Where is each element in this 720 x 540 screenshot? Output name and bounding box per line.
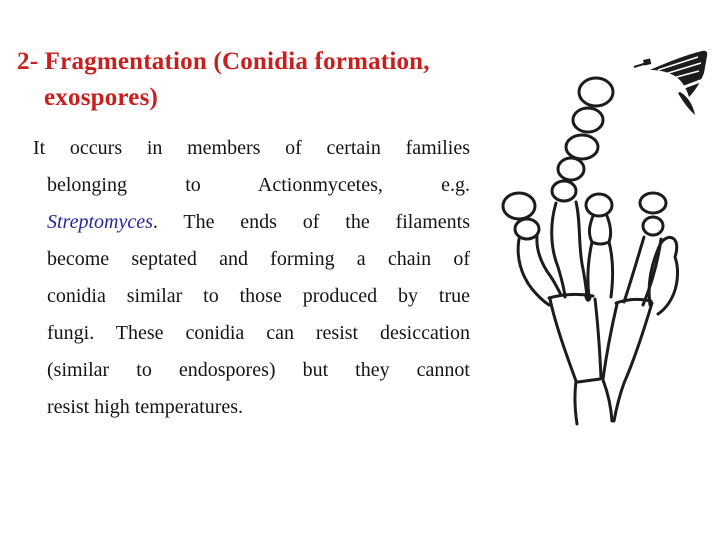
body-line-1: It occurs in members of certain families xyxy=(33,137,470,159)
body-line-3 xyxy=(47,204,470,241)
conidium-cell xyxy=(643,217,663,235)
conidium-cell xyxy=(515,219,539,239)
conidium-cell xyxy=(558,158,584,180)
conidium-cell xyxy=(640,193,666,213)
title-line-2: exospores) xyxy=(44,84,159,111)
body-line-4: become septated and forming a chain of xyxy=(47,248,470,270)
body-paragraph xyxy=(33,130,470,426)
body-line-6: fungi. These conidia can resist desiccation xyxy=(47,322,470,344)
conidium-cell xyxy=(552,181,576,201)
body-line-5: conidia similar to those produced by true xyxy=(47,285,470,307)
title-line-1: 2- Fragmentation (Conidia formation, xyxy=(17,48,430,75)
conidium-cell xyxy=(573,108,603,132)
conidium-cell xyxy=(579,78,613,106)
corner-sketch-fragment xyxy=(634,51,707,115)
body-line-7: (similar to endospores) but they cannot xyxy=(47,359,470,381)
streptomyces-filament-figure xyxy=(490,25,720,445)
slide-title xyxy=(17,44,430,116)
body-line-2: belonging to Actionmycetes, e.g. xyxy=(47,174,470,196)
genus-streptomyces: Streptomyces xyxy=(47,211,153,233)
body-line-8: resist high temperatures. xyxy=(47,396,244,418)
conidium-cell xyxy=(586,194,612,216)
conidium-cell xyxy=(503,193,535,219)
conidium-cell xyxy=(566,135,598,159)
body-line-3-rest: . The ends of the filaments xyxy=(152,211,470,233)
conidia-cells xyxy=(503,78,666,239)
